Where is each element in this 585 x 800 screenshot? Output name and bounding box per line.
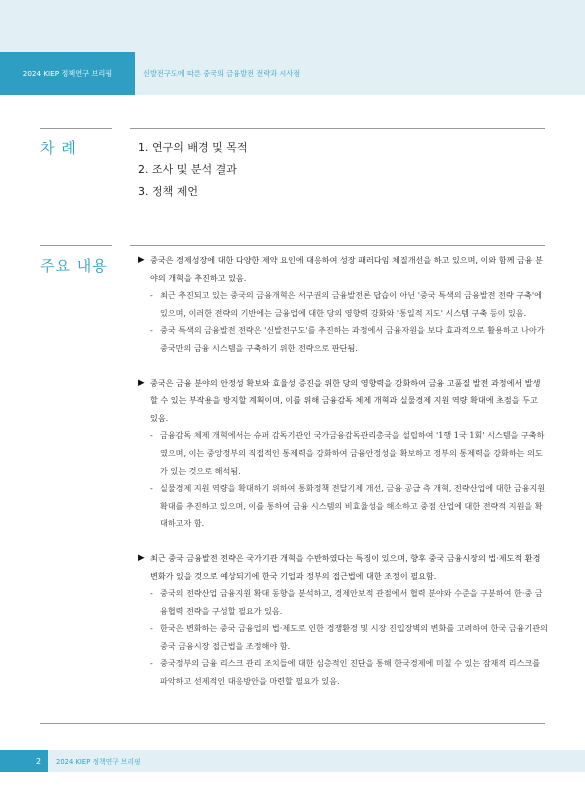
summary-label: 주요 내용 [40,257,108,275]
toc-divider-right [130,128,545,129]
point-heading: ▶ 중국은 경제성장에 대한 다양한 제약 요인에 대응하여 성장 패러다임 체질개선을 하고 있으며, 이와 함께 금융 분야의 개혁을 추진하고 있음. [138,252,548,287]
summary-point-3 [138,550,548,691]
summary-divider [40,245,112,246]
page-header [0,0,585,95]
sub-item: - 중국 특색의 금융발전 전략은 '신발전구도'를 추진하는 과정에서 금융자원을 보다 효과적으로 활용하고 나아가 중국만의 금융 시스템을 구축하기 위한 전략으로 판단됨. [150,325,545,353]
sub-item: - 중국의 전략산업 금융지원 확대 동향을 분석하고, 경제안보적 관점에서 협력 분야와 수준을 구분하여 한·중 금융협력 전략을 구성할 필요가 있음. [150,588,543,616]
toc-item-2: 2. 조사 및 분석 결과 [138,163,237,176]
page-number: 2 [0,750,48,772]
table-of-contents [138,137,248,203]
toc-divider [40,128,112,129]
triangle-bullet-icon: ▶ [138,552,145,563]
series-tab: 2024 KIEP 정책연구 브리핑 [0,52,135,95]
toc-label: 차 례 [40,139,77,157]
footer-divider [40,723,545,724]
triangle-bullet-icon: ▶ [138,255,145,265]
sub-item: - 실물경제 지원 역량을 확대하기 위하여 통화정책 전달기제 개선, 금융 공급 측 개혁, 전략산업에 대한 금융지원 확대를 추진하고 있으며, 이를 통하여 금융 시스템의 비효율성을 해소하고 중점 산업에 대한 전략적 지원을 확대하고자 함. [150,483,546,529]
page-footer [0,750,585,772]
footer-text: 2024 KIEP 정책연구 브리핑 [56,758,141,766]
running-title: 신발전구도에 따른 중국의 금융발전 전략과 시사점 [143,68,301,78]
summary-divider-right [130,245,545,246]
sub-item: - 중국정부의 금융 리스크 관리 조치들에 대한 심층적인 진단을 통해 한국경제에 미칠 수 있는 잠재적 리스크를 파악하고 선제적인 대응방안을 마련할 필요가 있음. [150,658,541,687]
toc-item-1: 1. 연구의 배경 및 목적 [138,141,248,154]
sub-item: - 한국은 변화하는 중국 금융업의 법·제도로 인한 경쟁환경 및 시장 진입장벽의 변화를 고려하여 한국 금융기관의 중국 금융시장 접근법을 조정해야 함. [150,623,548,651]
summary-content [138,252,548,708]
point-heading: ▶ 중국은 금융 분야의 안정성 확보와 효율성 증진을 위한 당의 영향력을 강화하여 금융 고품질 발전 과정에서 발생할 수 있는 부작용을 방지할 계획이며, 이를 위해 금융감독 체제 개혁과 실물경제 지원 역량 확대에 초점을 두고 있음. [138,375,548,428]
sub-item: - 최근 추진되고 있는 중국의 금융개혁은 서구권의 금융발전론 답습이 아닌 '중국 특색의 금융발전 전략 구축'에 있으며, 이러한 전략의 기반에는 금융업에 대한 당의 영향력 강화와 '통일적 지도' 시스템 구축 등이 있음. [150,290,542,318]
toc-item-3: 3. 정책 제언 [138,185,198,198]
summary-point-1 [138,252,548,358]
triangle-bullet-icon: ▶ [138,377,145,388]
point-heading: ▶ 최근 중국 금융발전 전략은 국가기관 개혁을 수반하였다는 특징이 있으며, 향후 중국 금융시장의 법·제도적 환경 변화가 있을 것으로 예상되기에 한국 기업과 정부의 접근법에 대한 조정이 필요함. [138,550,548,585]
sub-item: - 금융감독 체제 개혁에서는 슈퍼 감독기관인 국가금융감독관리총국을 설립하여 '1행 1국 1회' 시스템을 구축하였으며, 이는 중앙정부의 직접적인 통제력을 강화하여 금융안정성을 확보하고 정부의 통제력을 강화하는 의도가 있는 것으로 해석됨. [150,430,545,476]
summary-point-2 [138,375,548,533]
